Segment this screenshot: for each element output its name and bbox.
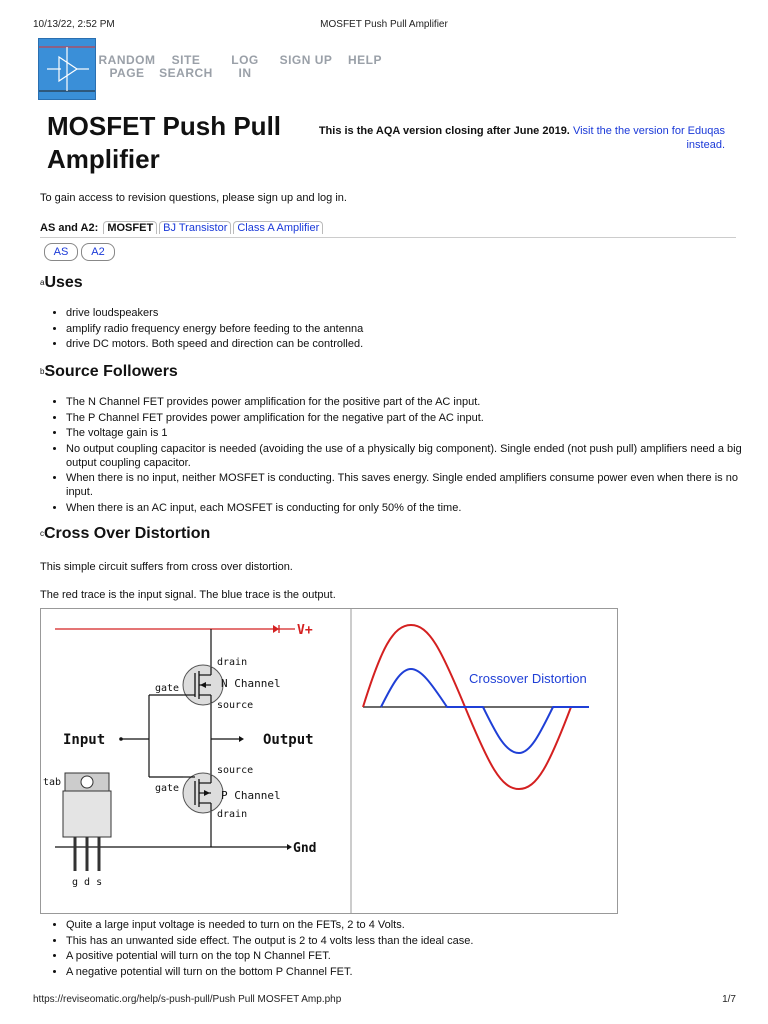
list-item: • Quite a large input voltage is needed to turn on the FETs, 2 to 4 Volts. <box>66 918 746 932</box>
circuit-and-graph <box>41 609 617 913</box>
list-item: • A negative potential will turn on the bottom P Channel FET. <box>66 965 746 979</box>
version-notice <box>315 124 725 152</box>
list-item: • The N Channel FET provides power amplification for the positive part of the AC input. <box>66 395 746 409</box>
section-heading-uses <box>40 274 83 292</box>
list-item: • No output coupling capacitor is needed (avoiding the use of a physically big component). Single ended (not push pull) amplifiers need a big output coupling capacitor. <box>66 442 746 470</box>
vplus-label: V+ <box>297 623 313 638</box>
graph-label: Crossover Distortion <box>469 671 587 686</box>
rail-arrow-icon <box>273 625 279 633</box>
nav-log-in[interactable]: LOG IN <box>231 53 259 80</box>
list-item: • The P Channel FET provides power amplification for the negative part of the AC input. <box>66 411 746 425</box>
nav-sign-up[interactable]: SIGN UP <box>279 53 333 67</box>
tabs-divider <box>40 237 736 238</box>
drain-top-label: drain <box>217 657 248 668</box>
n-channel-label: N Channel <box>221 677 281 690</box>
nav-site-search[interactable]: SITE SEARCH <box>159 53 213 80</box>
nav-random-page[interactable]: RANDOM PAGE <box>98 53 156 80</box>
print-datetime: 10/13/22, 2:52 PM <box>33 19 115 30</box>
crossover-para-2: The red trace is the input signal. The blue trace is the output. <box>40 589 336 601</box>
notice-text: This is the AQA version closing after June 2019. <box>318 125 570 137</box>
heading-text: Cross Over Distortion <box>44 525 211 542</box>
list-item: • When there is no input, neither MOSFET is conducting. This saves energy. Single ended amplifiers consume power even when there is no input. <box>66 471 746 499</box>
list-item: • The voltage gain is 1 <box>66 426 746 440</box>
list-item: • A positive potential will turn on the top N Channel FET. <box>66 949 746 963</box>
gate-bottom-label: gate <box>155 783 180 794</box>
uses-list <box>40 306 746 353</box>
crossover-para-1: This simple circuit suffers from cross over distortion. <box>40 561 293 573</box>
site-logo[interactable] <box>38 38 96 100</box>
section-heading-source-followers <box>40 363 178 381</box>
source-followers-list <box>40 395 746 516</box>
tabs-label: AS and A2: <box>40 222 99 234</box>
heading-text: Source Followers <box>44 363 178 380</box>
source-top-label: source <box>217 700 254 711</box>
drain-bottom-label: drain <box>217 809 248 820</box>
list-item: • When there is an AC input, each MOSFET is conducting for only 50% of the time. <box>66 501 746 515</box>
nav-help[interactable]: HELP <box>347 53 382 67</box>
list-item: • drive loudspeakers <box>66 306 746 320</box>
section-marker: c <box>40 529 44 538</box>
input-label: Input <box>63 732 106 748</box>
source-bottom-label: source <box>217 765 254 776</box>
tab-bj-transistor[interactable]: BJ Transistor <box>159 221 231 234</box>
output-label: Output <box>263 732 314 748</box>
list-item: • drive DC motors. Both speed and direction can be controlled. <box>66 337 746 351</box>
pins-label: g d s <box>72 877 103 888</box>
tab-mosfet[interactable]: MOSFET <box>103 221 157 234</box>
section-marker: b <box>40 367 45 376</box>
section-heading-crossover <box>40 525 210 543</box>
level-pill-a2[interactable]: A2 <box>81 243 115 261</box>
circuit-logo-icon <box>39 39 95 99</box>
page-title: MOSFET Push Pull Amplifier <box>47 111 282 174</box>
crossover-figure <box>40 608 618 914</box>
intro-text: To gain access to revision questions, please sign up and log in. <box>40 192 347 204</box>
p-channel-label: P Channel <box>221 789 281 802</box>
topic-tabs <box>40 221 323 234</box>
to220-package-icon <box>63 773 111 871</box>
section-marker: a <box>40 278 45 287</box>
list-item: • This has an unwanted side effect. The output is 2 to 4 volts less than the ideal case. <box>66 934 746 948</box>
tab-label: tab <box>43 777 62 788</box>
heading-text: Uses <box>44 274 83 291</box>
gate-top-label: gate <box>155 683 180 694</box>
print-footer-url: https://reviseomatic.org/help/s-push-pull/Push Pull MOSFET Amp.php <box>33 994 342 1005</box>
crossover-list <box>40 918 746 980</box>
tab-class-a-amplifier[interactable]: Class A Amplifier <box>233 221 323 234</box>
eduqas-version-link[interactable]: Visit the the version for Eduqas instead. <box>572 125 725 151</box>
gnd-label: Gnd <box>293 841 317 856</box>
level-pill-as[interactable]: AS <box>44 243 78 261</box>
list-item: • amplify radio frequency energy before feeding to the antenna <box>66 322 746 336</box>
print-doc-title: MOSFET Push Pull Amplifier <box>320 19 448 30</box>
print-page-number: 1/7 <box>722 994 736 1005</box>
